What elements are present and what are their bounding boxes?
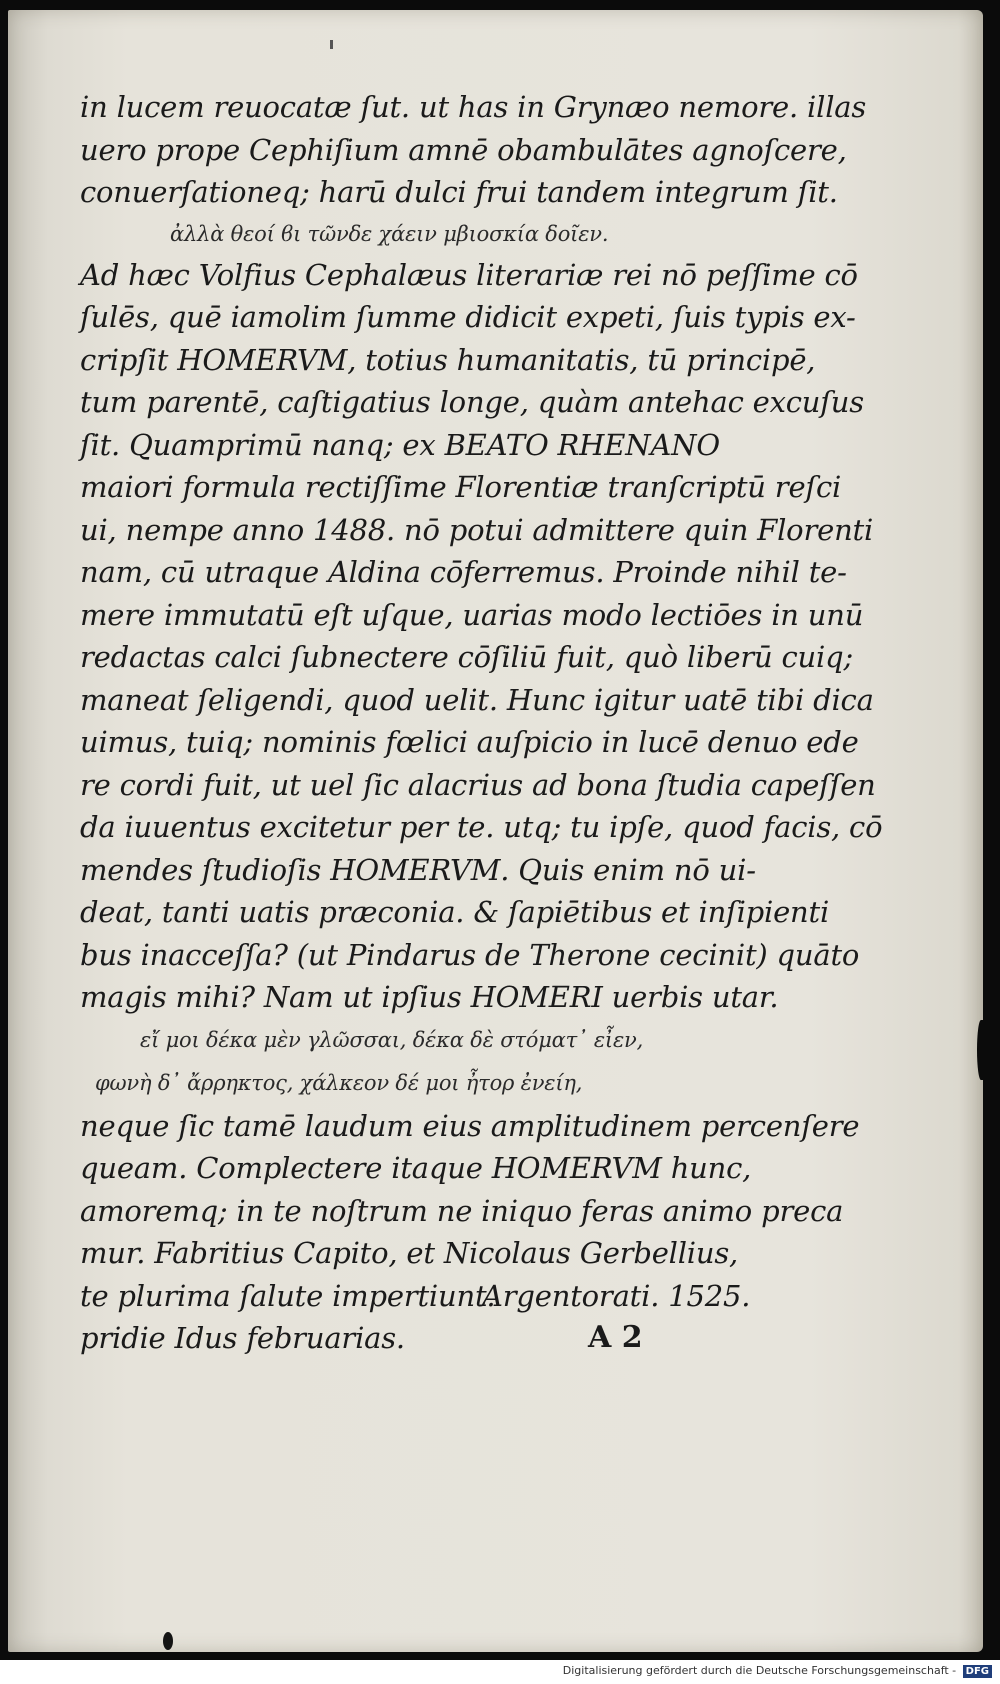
text-line: queam. Complectere itaque HOMERVM hunc, xyxy=(80,1151,752,1185)
text-line: deat, tanti uatis præconia. & ſapiētibus et inſipienti xyxy=(80,895,830,929)
greek-quote-line: εἴ μοι δέκα μὲν γλῶσσαι, δέκα δὲ στόματ᾽ εἶεν, xyxy=(140,1027,644,1052)
text-line: maneat ſeligendi, quod uelit. Hunc igitur uatē tibi dica xyxy=(80,682,874,717)
book-page xyxy=(8,10,983,1652)
text-line: amoremq; in te noſtrum ne iniquo feras animo preca xyxy=(80,1193,844,1228)
text-line: cripſit HOMERVM, totius humanitatis, tū principē, xyxy=(80,342,816,377)
text-line: re cordi fuit, ut uel ſic alacrius ad bona ſtudia capeſſen xyxy=(80,767,876,802)
closing-line xyxy=(80,1275,780,1318)
digitization-credit xyxy=(563,1664,992,1678)
greeting-text: te plurima ſalute impertiunt. xyxy=(80,1278,496,1313)
signature-mark: A 2 xyxy=(588,1320,643,1355)
text-line: magis mihi? Nam ut ipſius HOMERI uerbis utar. xyxy=(80,980,779,1014)
ink-blot xyxy=(163,1632,173,1650)
place-date: Argentorati. 1525. xyxy=(482,1278,751,1313)
text-line: in lucem reuocatæ ſut. ut has in Grynæo nemore. illas xyxy=(80,90,867,124)
text-line: maiori formula rectiſſime Florentiæ tranſcriptū reſci xyxy=(80,470,842,504)
text-line: mur. Fabritius Capito, et Nicolaus Gerbellius, xyxy=(80,1236,739,1270)
final-line: pridie Idus februarias. xyxy=(80,1321,405,1355)
credit-text: Digitalisierung gefördert durch die Deutsche Forschungsgemeinschaft - xyxy=(562,1664,957,1677)
text-line: conuerſationeq; harū dulci frui tandem integrum ſit. xyxy=(80,175,838,209)
text-line: Ad hæc Volfius Cephalæus literariæ rei nō peſſime cō xyxy=(80,257,858,292)
dfg-logo-icon: DFG xyxy=(963,1665,992,1678)
text-line: nam, cū utraque Aldina cōferremus. Proinde nihil te- xyxy=(80,555,847,589)
ink-speck xyxy=(330,40,333,49)
text-line: mere immutatū eſt uſque, uarias modo lectiōes in unū xyxy=(80,597,864,632)
text-line: da iuuentus excitetur per te. utq; tu ipſe, quod facis, cō xyxy=(80,810,883,844)
text-line: ui, nempe anno 1488. nō potui admittere quin Florenti xyxy=(80,512,874,547)
text-line: ſulēs, quē iamolim ſumme didicit expeti, ſuis typis ex- xyxy=(80,300,856,334)
text-line: neque ſic tamē laudum eius amplitudinem percenſere xyxy=(80,1108,860,1143)
greek-quote-line: φωνὴ δ᾽ ἄρρηκτος, χάλκεον δέ μοι ἦτορ ἐνείη, xyxy=(95,1070,583,1095)
body-text xyxy=(80,86,883,1360)
text-line: mendes ſtudioſis HOMERVM. Quis enim nō ui- xyxy=(80,852,756,887)
text-line: tum parentē, caſtigatius longe, quàm antehac excuſus xyxy=(80,385,864,419)
greek-quote-line: ἀλλὰ θεοί ϐι τῶνδε χάειν μβιοσκία δοῖεν. xyxy=(170,221,609,246)
text-line: ſit. Quamprimū nanq; ex BEATO RHENANO xyxy=(80,427,720,462)
text-line: uimus, tuiq; nominis fœlici auſpicio in lucē denuo ede xyxy=(80,725,859,759)
text-line: uero prope Cephiſium amnē obambulātes agnoſcere, xyxy=(80,132,847,167)
text-line: redactas calci ſubnectere cōſiliū fuit, quò liberū cuiq; xyxy=(80,640,854,674)
text-line: bus inacceſſa? (ut Pindarus de Therone cecinit) quāto xyxy=(80,937,860,972)
